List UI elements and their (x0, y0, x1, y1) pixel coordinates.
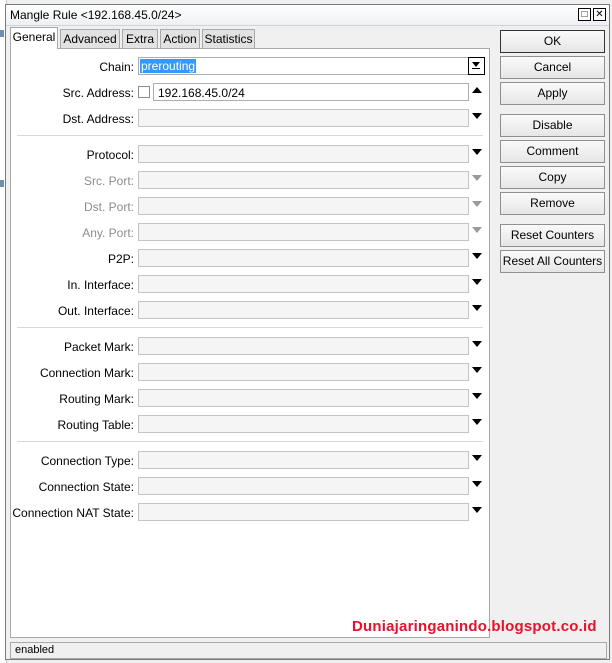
p2p-row (11, 249, 489, 269)
chevron-down-icon[interactable] (472, 113, 482, 119)
tab-action[interactable]: Action (160, 29, 200, 48)
reset-all-counters-button[interactable]: Reset All Counters (500, 250, 605, 273)
background-marker (0, 30, 4, 37)
divider (17, 441, 483, 442)
dst-address-input[interactable] (138, 109, 469, 127)
chain-label: Chain: (99, 60, 134, 74)
chevron-down-icon[interactable] (472, 279, 482, 285)
src-address-label: Src. Address: (62, 86, 134, 100)
dst-port-row (11, 197, 489, 217)
divider (17, 135, 483, 136)
in-interface-input[interactable] (138, 275, 469, 293)
disable-button[interactable]: Disable (500, 114, 605, 137)
tab-statistics[interactable]: Statistics (202, 29, 255, 48)
connection-state-input[interactable] (138, 477, 469, 495)
remove-button[interactable]: Remove (500, 192, 605, 215)
out-interface-input[interactable] (138, 301, 469, 319)
tab-extra[interactable]: Extra (122, 29, 158, 48)
reset-counters-button[interactable]: Reset Counters (500, 224, 605, 247)
connection-nat-state-row (11, 503, 489, 523)
routing-table-label: Routing Table: (57, 418, 134, 432)
tab-advanced[interactable]: Advanced (60, 29, 120, 48)
chevron-down-icon[interactable] (472, 455, 482, 461)
in-interface-label: In. Interface: (67, 278, 134, 292)
connection-nat-state-label: Connection NAT State: (12, 506, 134, 520)
ok-button[interactable]: OK (500, 30, 605, 53)
src-port-label: Src. Port: (83, 174, 134, 188)
chevron-down-icon[interactable] (472, 393, 482, 399)
general-panel (10, 48, 490, 638)
chevron-down-icon[interactable] (472, 341, 482, 347)
status-text: enabled (15, 644, 55, 656)
packet-mark-input[interactable] (138, 337, 469, 355)
src-port-input (138, 171, 469, 189)
chevron-down-icon (472, 175, 482, 181)
maximize-icon[interactable]: □ (578, 8, 591, 21)
packet-mark-row (11, 337, 489, 357)
background-marker (0, 180, 4, 187)
mangle-rule-window (5, 4, 610, 660)
src-address-input[interactable] (153, 83, 469, 101)
routing-mark-label: Routing Mark: (59, 392, 134, 406)
apply-button[interactable]: Apply (500, 82, 605, 105)
connection-type-label: Connection Type: (40, 454, 134, 468)
watermark-text: Duniajaringanindo.blogspot.co.id (352, 618, 597, 635)
chevron-down-icon[interactable] (472, 149, 482, 155)
dst-port-input (138, 197, 469, 215)
close-icon[interactable]: ✕ (593, 8, 606, 21)
title-bar[interactable] (6, 5, 609, 26)
connection-mark-input[interactable] (138, 363, 469, 381)
chain-input[interactable] (138, 57, 469, 75)
window-title: Mangle Rule <192.168.45.0/24> (10, 8, 182, 22)
chevron-down-icon (472, 227, 482, 233)
connection-nat-state-input[interactable] (138, 503, 469, 521)
chevron-down-icon (472, 201, 482, 207)
protocol-input[interactable] (138, 145, 469, 163)
chevron-down-icon[interactable] (472, 253, 482, 259)
any-port-row (11, 223, 489, 243)
connection-mark-row (11, 363, 489, 383)
routing-table-input[interactable] (138, 415, 469, 433)
p2p-input[interactable] (138, 249, 469, 267)
connection-state-label: Connection State: (38, 480, 134, 494)
src-address-row (11, 83, 489, 103)
routing-mark-input[interactable] (138, 389, 469, 407)
connection-type-row (11, 451, 489, 471)
cancel-button[interactable]: Cancel (500, 56, 605, 79)
in-interface-row (11, 275, 489, 295)
dst-port-label: Dst. Port: (83, 200, 134, 214)
dst-address-row (11, 109, 489, 129)
src-address-value: 192.168.45.0/24 (158, 86, 245, 100)
protocol-label: Protocol: (86, 148, 134, 162)
routing-mark-row (11, 389, 489, 409)
tab-general[interactable]: General (10, 27, 58, 49)
chevron-down-icon (472, 62, 480, 67)
any-port-label: Any. Port: (82, 226, 134, 240)
dst-address-label: Dst. Address: (62, 112, 134, 126)
routing-table-row (11, 415, 489, 435)
p2p-label: P2P: (107, 252, 134, 266)
out-interface-label: Out. Interface: (57, 304, 134, 318)
comment-button[interactable]: Comment (500, 140, 605, 163)
divider (17, 327, 483, 328)
src-address-negate-checkbox[interactable] (138, 86, 150, 98)
connection-mark-label: Connection Mark: (39, 366, 134, 380)
chain-row (11, 57, 489, 77)
copy-button[interactable]: Copy (500, 166, 605, 189)
any-port-input (138, 223, 469, 241)
protocol-row (11, 145, 489, 165)
out-interface-row (11, 301, 489, 321)
packet-mark-label: Packet Mark: (63, 340, 134, 354)
src-port-row (11, 171, 489, 191)
underline-icon (472, 68, 480, 69)
connection-state-row (11, 477, 489, 497)
collapse-up-icon[interactable] (472, 87, 482, 93)
chevron-down-icon[interactable] (472, 305, 482, 311)
chain-dropdown-button[interactable] (468, 57, 485, 75)
chevron-down-icon[interactable] (472, 419, 482, 425)
chain-value: prerouting (141, 59, 196, 73)
connection-type-input[interactable] (138, 451, 469, 469)
chevron-down-icon[interactable] (472, 481, 482, 487)
status-bar (10, 642, 607, 659)
chevron-down-icon[interactable] (472, 507, 482, 513)
chevron-down-icon[interactable] (472, 367, 482, 373)
